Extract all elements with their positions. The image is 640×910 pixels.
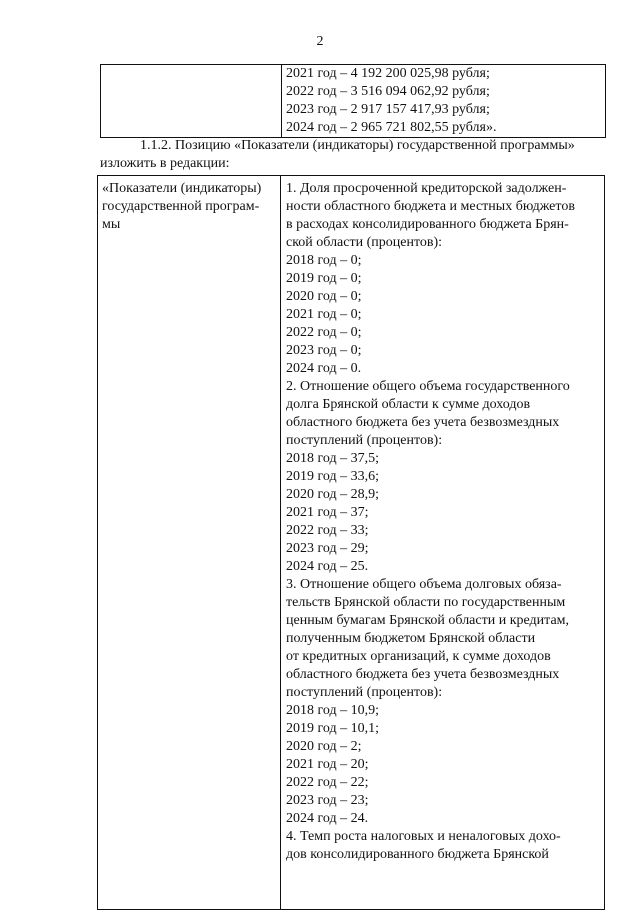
content-line: долга Брянской области к сумме доходов bbox=[286, 397, 531, 412]
content-line: 2018 год – 0; bbox=[286, 253, 362, 268]
content-line: в расходах консолидированного бюджета Брян- bbox=[286, 217, 569, 232]
content-line: полученным бюджетом Брянской области bbox=[286, 631, 536, 646]
content-line: 2021 год – 0; bbox=[286, 307, 362, 322]
content-line: областного бюджета без учета безвозмездных bbox=[286, 667, 560, 682]
content-line: 2. Отношение общего объема государственного bbox=[286, 379, 570, 394]
content-line: 2023 год – 0; bbox=[286, 343, 362, 358]
content-line: поступлений (процентов): bbox=[286, 433, 443, 448]
content-line: 2023 год – 29; bbox=[286, 541, 369, 556]
top-table-line: 2024 год – 2 965 721 802,55 рубля». bbox=[286, 120, 497, 135]
content-line: 1. Доля просроченной кредиторской задолжен- bbox=[286, 181, 567, 196]
content-line: 2021 год – 20; bbox=[286, 757, 369, 772]
top-table-left-cell bbox=[101, 65, 282, 138]
content-line: 2024 год – 0. bbox=[286, 361, 362, 376]
content-line: 2024 год – 25. bbox=[286, 559, 369, 574]
content-line: 2022 год – 33; bbox=[286, 523, 369, 538]
content-line: ской области (процентов): bbox=[286, 235, 443, 250]
content-line: 2020 год – 28,9; bbox=[286, 487, 380, 502]
content-line: 2020 год – 0; bbox=[286, 289, 362, 304]
page-number: 2 bbox=[316, 34, 324, 49]
top-table-line: 2022 год – 3 516 094 062,92 рубля; bbox=[286, 84, 490, 99]
indicators-table bbox=[97, 175, 605, 910]
content-line: тельств Брянской области по государственным bbox=[286, 595, 566, 610]
instruction-line: 1.1.2. Позицию «Показатели (индикаторы) государственной программы» bbox=[140, 138, 575, 153]
content-line: от кредитных организаций, к сумме доходов bbox=[286, 649, 551, 664]
content-line: ценным бумагам Брянской области и кредитам, bbox=[286, 613, 570, 628]
content-line: 3. Отношение общего объема долговых обяза- bbox=[286, 577, 562, 592]
label-line: «Показатели (индикаторы) bbox=[102, 181, 262, 196]
label-line: мы bbox=[102, 217, 121, 232]
top-table-right-cell bbox=[282, 65, 606, 138]
top-table-line: 2023 год – 2 917 157 417,93 рубля; bbox=[286, 102, 490, 117]
content-line: поступлений (процентов): bbox=[286, 685, 443, 700]
instruction-paragraph bbox=[100, 137, 605, 173]
content-line: 2019 год – 33,6; bbox=[286, 469, 380, 484]
content-line: 2021 год – 37; bbox=[286, 505, 369, 520]
indicators-table-label-cell bbox=[98, 176, 281, 910]
top-table-line: 2021 год – 4 192 200 025,98 рубля; bbox=[286, 66, 490, 81]
label-line: государственной програм- bbox=[102, 199, 260, 214]
content-line: 2018 год – 10,9; bbox=[286, 703, 380, 718]
content-line: 2018 год – 37,5; bbox=[286, 451, 380, 466]
content-line: 2019 год – 10,1; bbox=[286, 721, 380, 736]
content-line: 2023 год – 23; bbox=[286, 793, 369, 808]
content-line: областного бюджета без учета безвозмездных bbox=[286, 415, 560, 430]
content-line: 2022 год – 22; bbox=[286, 775, 369, 790]
content-line: 2024 год – 24. bbox=[286, 811, 369, 826]
indicators-table-content-cell bbox=[281, 176, 605, 910]
content-line: ности областного бюджета и местных бюджетов bbox=[286, 199, 575, 214]
instruction-line: изложить в редакции: bbox=[100, 156, 230, 171]
content-line: дов консолидированного бюджета Брянской bbox=[286, 847, 549, 862]
content-line: 4. Темп роста налоговых и неналоговых дохо- bbox=[286, 829, 561, 844]
top-table bbox=[100, 64, 606, 138]
content-line: 2019 год – 0; bbox=[286, 271, 362, 286]
content-line: 2020 год – 2; bbox=[286, 739, 362, 754]
content-line: 2022 год – 0; bbox=[286, 325, 362, 340]
